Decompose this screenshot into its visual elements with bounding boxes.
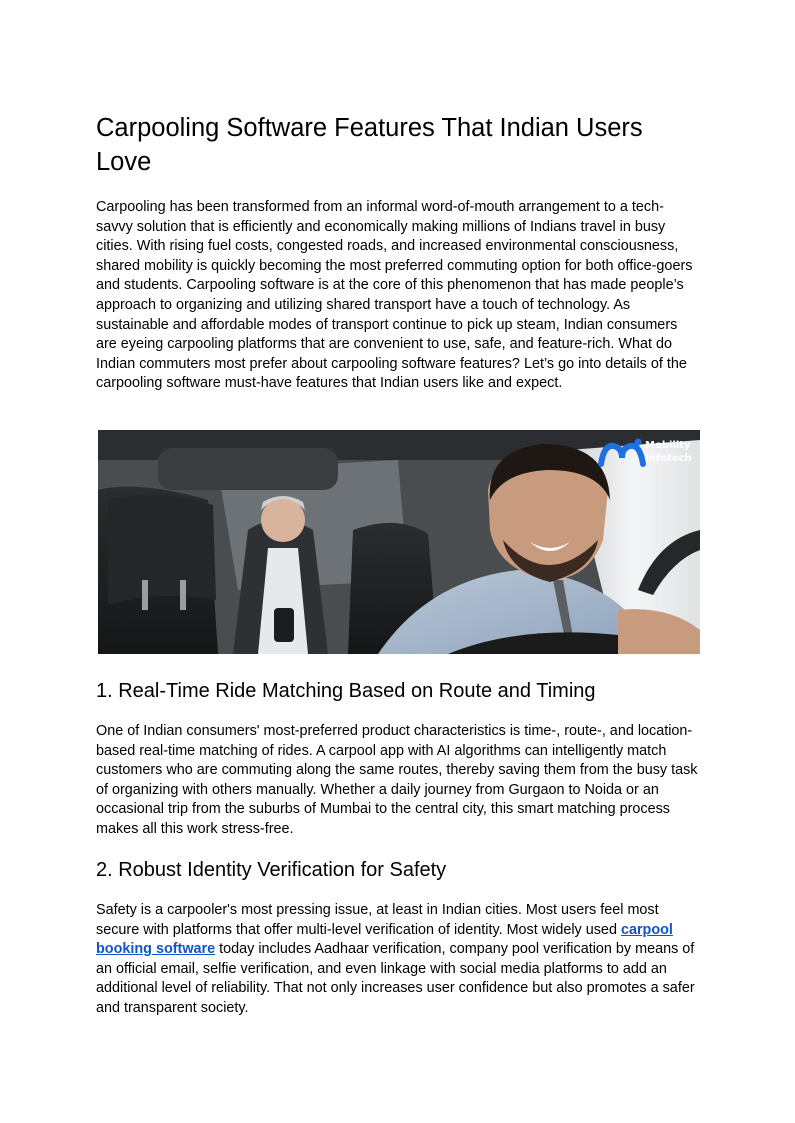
section-heading-identity-verification: 2. Robust Identity Verification for Safety xyxy=(96,859,447,881)
article-title: Carpooling Software Features That Indian Users Love xyxy=(96,114,643,176)
mobility-infotech-logo-icon xyxy=(598,436,646,472)
logo-text-line1: Mobility xyxy=(645,440,691,451)
logo-badge xyxy=(598,436,694,472)
logo-text-line2: Infotech xyxy=(645,453,692,464)
hero-image xyxy=(98,430,700,654)
intro-paragraph: Carpooling has been transformed from an informal word-of-mouth arrangement to a tech-savvy solution that is efficiently and economically making millions of Indians travel in busy cities. With rising fuel costs, congested roads, and increased environmental consciousness, shared mobility is quickly becoming the most preferred commuting option for both office-goers and students. Carpooling software is at the core of this phenomenon that has made people’s approach to organizing and utilizing shared transport have a touch of technology. As sustainable and affordable modes of transport continue to pick up steam, Indian consumers are eyeing carpooling platforms that are convenient to use, safe, and feature-rich. What do Indian commuters most prefer about carpooling software features? Let’s go into details of the carpooling software must-have features that Indian users like and expect. xyxy=(96,199,693,392)
section-body-identity-verification xyxy=(96,901,700,1019)
body-text-before-link: Safety is a carpooler's most pressing issue, at least in Indian cities. Most users feel most secure with platforms that offer multi-level verification of identity. Most widely used xyxy=(96,902,659,938)
body-text-after-link: today includes Aadhaar verification, company pool verification by means of an official email, selfie verification, and even linkage with social media platforms to add an additional level of reliability. That not only increases user confidence but also promotes a safer and transparent society. xyxy=(96,941,695,1016)
section-heading-ride-matching: 1. Real-Time Ride Matching Based on Route and Timing xyxy=(96,680,596,702)
carpool-booking-software-link[interactable]: carpool booking software xyxy=(96,921,673,958)
section-body-ride-matching: One of Indian consumers' most-preferred product characteristics is time-, route-, and location-based real-time matching of rides. A carpool app with AI algorithms can intelligently match customers who are commuting along the same routes, thereby saving them from the busy task of organizing with others manually. Whether a daily journey from Gurgaon to Noida or an occasional trip from the suburbs of Mumbai to the central city, this smart matching process makes all this work stress-free. xyxy=(96,723,698,837)
